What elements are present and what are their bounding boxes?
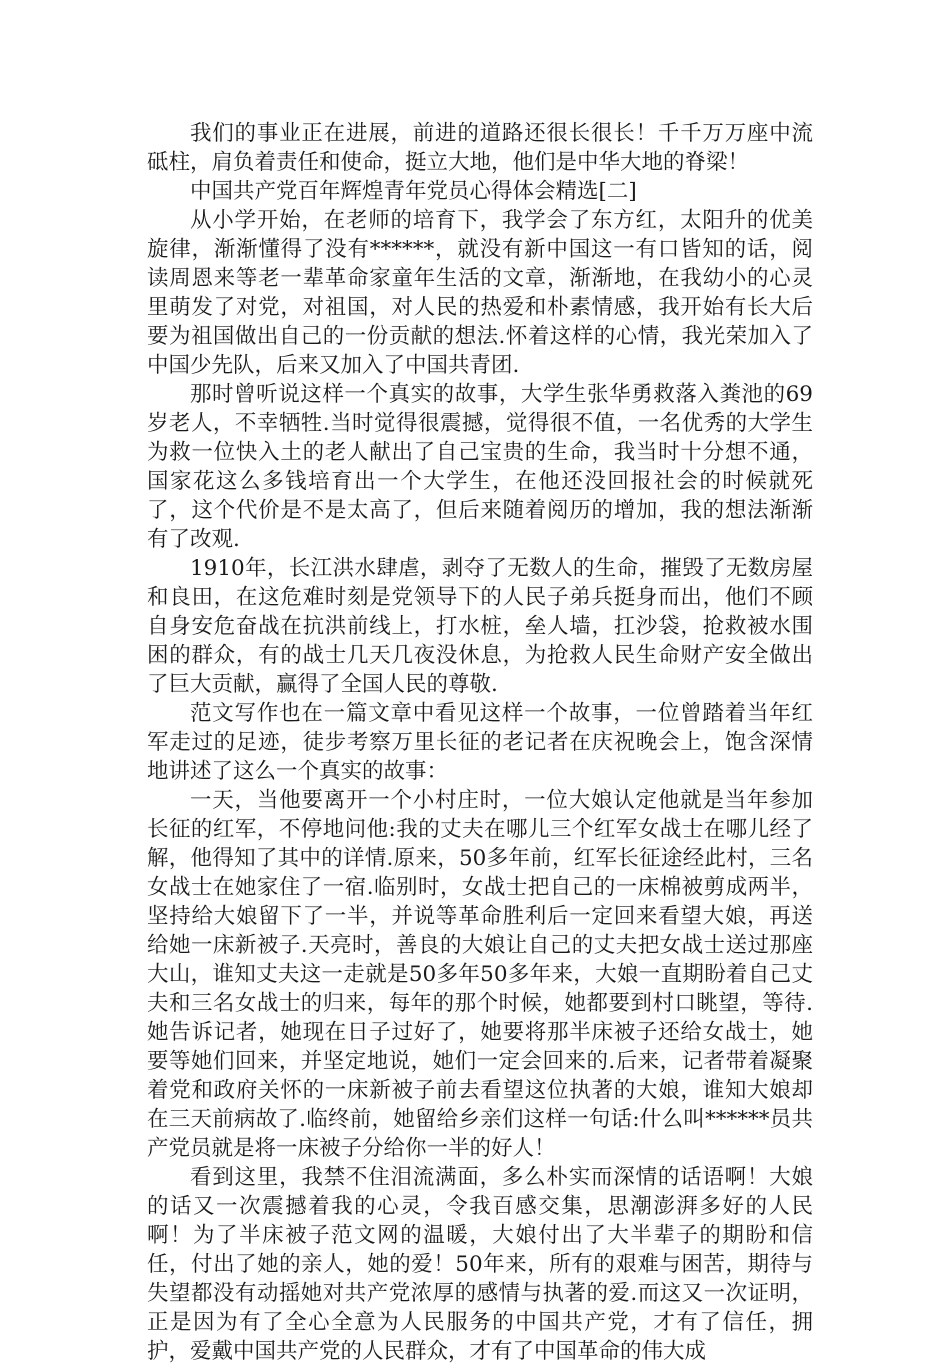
paragraph-student-story: 那时曾听说这样一个真实的故事，大学生张华勇救落入粪池的69岁老人，不幸牺牲.当时觉得很震撼，觉得很不值，一名优秀的大学生为救一位快入土的老人献出了自己宝贵的生命，我当时十分想不通，国家花这么多钱培育出一个大学生，在他还没回报社会的时候就死了，这个代价是不是太高了，但后来随着阅历的增加，我的想法渐渐有了改观.	[147, 382, 813, 552]
paragraph-reflection: 看到这里，我禁不住泪流满面，多么朴实而深情的话语啊！大娘的话又一次震撼着我的心灵，令我百感交集，思潮澎湃多好的人民啊！为了半床被子范文网的温暖，大娘付出了大半辈子的期盼和信任，付出了她的亲人，她的爱！50年来，所有的艰难与困苦，期待与失望都没有动摇她对共产党浓厚的感情与执著的爱.而这又一次证明，正是因为有了全心全意为人民服务的中国共产党，才有了信任，拥护，爱戴中国共产党的人民群众，才有了中国革命的伟大成	[147, 1165, 813, 1364]
document-body	[147, 119, 813, 1366]
paragraph-closing-lines: 我们的事业正在进展，前进的道路还很长很长！千千万万座中流砥柱，肩负着责任和使命，挺立大地，他们是中华大地的脊梁！	[147, 121, 813, 175]
paragraph-half-quilt-story: 一天，当他要离开一个小村庄时，一位大娘认定他就是当年参加长征的红军，不停地问他:我的丈夫在哪儿三个红军女战士在哪儿经了解，他得知了其中的详情.原来，50多年前，红军长征途经此村，三名女战士在她家住了一宿.临别时，女战士把自己的一床棉被剪成两半，坚持给大娘留下了一半，并说等革命胜利后一定回来看望大娘，再送给她一床新被子.天亮时，善良的大娘让自己的丈夫把女战士送过那座大山，谁知丈夫这一走就是50多年50多年来，大娘一直期盼着自己丈夫和三名女战士的归来，每年的那个时候，她都要到村口眺望，等待.她告诉记者，她现在日子过好了，她要将那半床被子还给女战士，她要等她们回来，并坚定地说，她们一定会回来的.后来，记者带着凝聚着党和政府关怀的一床新被子前去看望这位执著的大娘，谁知大娘却在三天前病故了.临终前，她留给乡亲们这样一句话:什么叫******员共产党员就是将一床被子分给你一半的好人！	[147, 788, 813, 1161]
paragraph-childhood: 从小学开始，在老师的培育下，我学会了东方红，太阳升的优美旋律，渐渐懂得了没有******，就没有新中国这一有口皆知的话，阅读周恩来等老一辈革命家童年生活的文章，渐渐地，在我幼小的心灵里萌发了对党，对祖国，对人民的热爱和朴素情感，我开始有长大后要为祖国做出自己的一份贡献的想法.怀着这样的心情，我光荣加入了中国少先队，后来又加入了中国共青团.	[147, 208, 813, 378]
paragraph-reporter-story: 范文写作也在一篇文章中看见这样一个故事，一位曾踏着当年红军走过的足迹，徒步考察万里长征的老记者在庆祝晚会上，饱含深情地讲述了这么一个真实的故事：	[147, 701, 813, 784]
paragraph-flood: 1910年，长江洪水肆虐，剥夺了无数人的生命，摧毁了无数房屋和良田，在这危难时刻是党领导下的人民子弟兵挺身而出，他们不顾自身安危奋战在抗洪前线上，打水桩，垒人墙，扛沙袋，抢救被水围困的群众，有的战士几天几夜没休息，为抢救人民生命财产安全做出了巨大贡献，赢得了全国人民的尊敬.	[147, 556, 813, 697]
section-heading: 中国共产党百年辉煌青年党员心得体会精选[二]	[190, 179, 637, 204]
